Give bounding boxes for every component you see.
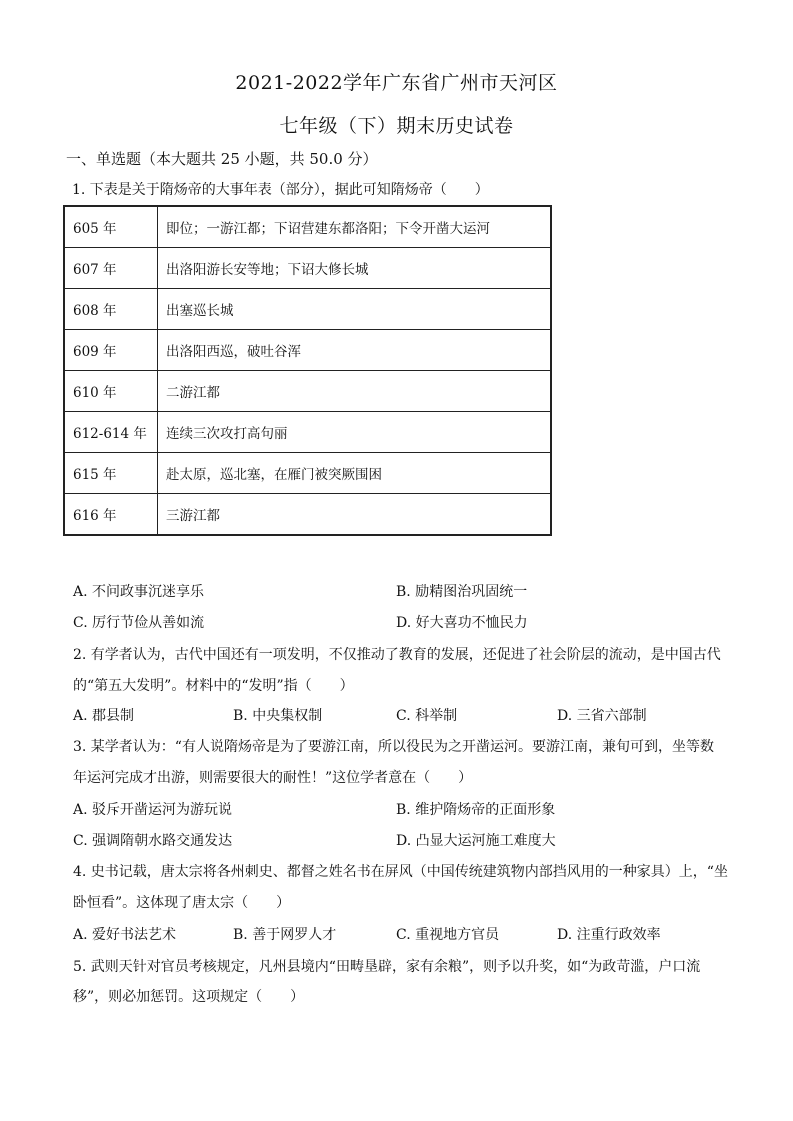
- table-row: [64, 289, 551, 330]
- question-3-option-b[interactable]: B. 维护隋炀帝的正面形象: [396, 802, 556, 818]
- question-2-option-c[interactable]: C. 科举制: [396, 708, 458, 724]
- table-cell-event: 三游江都: [158, 494, 552, 536]
- question-1-stem: 1. 下表是关于隋炀帝的大事年表（部分），据此可知隋炀帝（ ）: [72, 182, 489, 198]
- question-1-option-c[interactable]: C. 厉行节俭从善如流: [73, 615, 205, 631]
- table-cell-year: 616 年: [64, 494, 158, 536]
- table-row: [64, 371, 551, 412]
- table-cell-event: 连续三次攻打高句丽: [158, 412, 552, 453]
- exam-title-line1: 2021-2022学年广东省广州市天河区: [235, 72, 558, 94]
- events-table: [63, 205, 552, 536]
- table-cell-year: 610 年: [64, 371, 158, 412]
- table-row: [64, 453, 551, 494]
- question-4-option-a[interactable]: A. 爱好书法艺术: [73, 927, 177, 943]
- table-row: [64, 330, 551, 371]
- exam-title-line2: 七年级（下）期末历史试卷: [279, 115, 514, 137]
- table-row: [64, 412, 551, 453]
- question-4-option-d[interactable]: D. 注重行政效率: [557, 927, 661, 943]
- table-cell-year: 607 年: [64, 248, 158, 289]
- question-5-stem-line1: 5. 武则天针对官员考核规定，凡州县境内“田畴垦辟，家有余粮”，则予以升奖，如“为政苛滥，户口流: [73, 959, 701, 975]
- table-cell-event: 赴太原，巡北塞，在雁门被突厥围困: [158, 453, 552, 494]
- table-row: [64, 248, 551, 289]
- question-4-option-c[interactable]: C. 重视地方官员: [396, 927, 500, 943]
- section-heading: 一、单选题（本大题共 25 小题，共 50.0 分）: [66, 150, 378, 168]
- question-4-stem-line1: 4. 史书记载，唐太宗将各州刺史、都督之姓名书在屏风（中国传统建筑物内部挡风用的一种家具）上，“坐: [73, 864, 728, 880]
- question-5-stem-line2: 移”，则必加惩罚。这项规定（ ）: [73, 989, 305, 1005]
- question-3-option-c[interactable]: C. 强调隋朝水路交通发达: [73, 833, 233, 849]
- question-2-option-d[interactable]: D. 三省六部制: [557, 708, 647, 724]
- table-row: [64, 206, 551, 248]
- question-2-option-a[interactable]: A. 郡县制: [73, 708, 135, 724]
- question-2-stem-line2: 的“第五大发明”。材料中的“发明”指（ ）: [73, 678, 354, 694]
- table-cell-year: 609 年: [64, 330, 158, 371]
- question-1-option-d[interactable]: D. 好大喜功不恤民力: [396, 615, 528, 631]
- table-cell-year: 615 年: [64, 453, 158, 494]
- table-cell-event: 出塞巡长城: [158, 289, 552, 330]
- question-1-option-a[interactable]: A. 不问政事沉迷享乐: [73, 584, 205, 600]
- table-cell-year: 612-614 年: [64, 412, 158, 453]
- table-cell-event: 二游江都: [158, 371, 552, 412]
- question-3-option-a[interactable]: A. 驳斥开凿运河为游玩说: [73, 802, 233, 818]
- table-cell-event: 即位；一游江都；下诏营建东都洛阳；下令开凿大运河: [158, 206, 552, 248]
- table-cell-event: 出洛阳游长安等地；下诏大修长城: [158, 248, 552, 289]
- table-cell-year: 608 年: [64, 289, 158, 330]
- question-2-stem-line1: 2. 有学者认为，古代中国还有一项发明，不仅推动了教育的发展，还促进了社会阶层的流动，是中国古代: [73, 647, 721, 663]
- question-3-stem-line2: 年运河完成才出游，则需要很大的耐性！”这位学者意在（ ）: [73, 770, 473, 786]
- question-3-option-d[interactable]: D. 凸显大运河施工难度大: [396, 833, 556, 849]
- table-row: [64, 494, 551, 536]
- question-1-option-b[interactable]: B. 励精图治巩固统一: [396, 584, 528, 600]
- question-4-option-b[interactable]: B. 善于网罗人才: [233, 927, 337, 943]
- question-3-stem-line1: 3. 某学者认为：“有人说隋炀帝是为了要游江南，所以役民为之开凿运河。要游江南，兼旬可到，坐等数: [73, 739, 714, 755]
- question-2-option-b[interactable]: B. 中央集权制: [233, 708, 323, 724]
- question-4-stem-line2: 卧恒看”。这体现了唐太宗（ ）: [73, 895, 291, 911]
- table-cell-event: 出洛阳西巡，破吐谷浑: [158, 330, 552, 371]
- table-cell-year: 605 年: [64, 206, 158, 248]
